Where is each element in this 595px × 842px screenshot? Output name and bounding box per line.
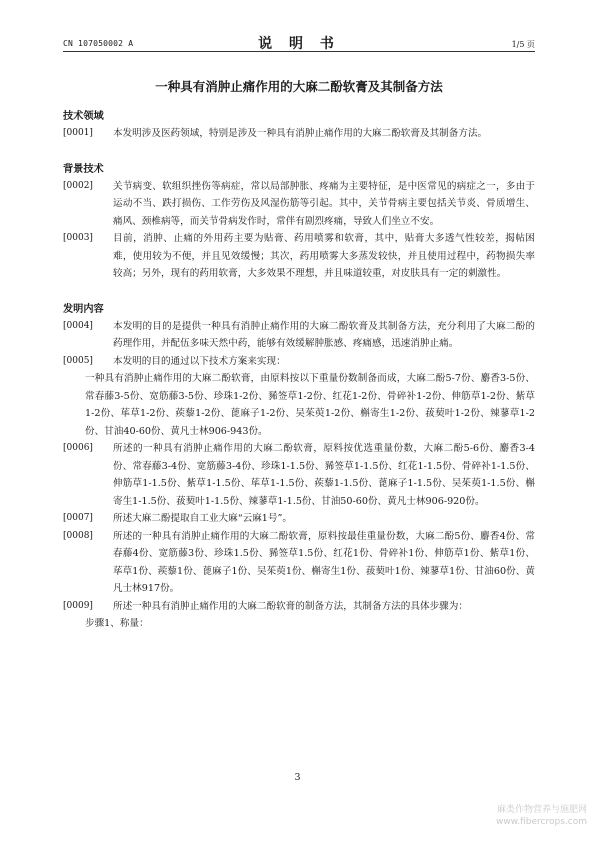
section-heading: 发明内容 bbox=[63, 303, 104, 315]
paragraph-continued bbox=[63, 615, 535, 633]
section-heading: 技术领域 bbox=[63, 111, 104, 122]
paragraph-number: [0009] bbox=[63, 600, 93, 611]
paragraph-number: [0008] bbox=[63, 530, 93, 541]
document-type: 说 明 书 bbox=[258, 36, 340, 52]
paragraph-number: [0001] bbox=[63, 128, 93, 138]
paragraph bbox=[63, 318, 535, 353]
paragraph-text: 所述的一种具有消肿止痛作用的大麻二酚软膏，原料按优选重量份数，大麻二酚5-6份、麝香3-4份、常春藤3-4份、宽筋藤3-4份、珍珠1-1.5份、豨签草1-1.5份、红花1-1.5份、骨碎补1-1.5份、伸筋草1-1.5份、紫草1-1.5份、荜草1-1.5份、蒺藜1-1.5份、蓖麻子1-1.5份、吴茱萸1-1.5份、槲寄生1-1.5份、菝葜叶1-1.5份、辣蓼草1-1.5份、甘油50-60份、黄凡士林906-920份。 bbox=[113, 443, 535, 507]
document-title: 一种具有消肿止痛作用的大麻二酚软膏及其制备方法 bbox=[155, 79, 443, 94]
paragraph-text: 一种具有消肿止痛作用的大麻二酚软膏，由原料按以下重量份数制备而成，大麻二酚5-7份、麝香3-5份、常春藤3-5份、宽筋藤3-5份、珍珠1-2份、豨签草1-2份、红花1-2份、骨碎补1-2份、伸筋草1-2份、紫草1-2份、荜草1-2份、蒺藜1-2份、蓖麻子1-2份、吴茱萸1-2份、槲寄生1-2份、菝葜叶1-2份、辣蓼草1-2份、甘油40-60份、黄凡士林906-943份。 bbox=[85, 373, 535, 437]
paragraph-text: 所述的一种具有消肿止痛作用的大麻二酚软膏，原料按最佳重量份数，大麻二酚5份、麝香4份、常春藤4份、宽筋藤3份、珍珠1.5份、豨签草1.5份、红花1份、骨碎补1份、伸筋草1份、紫草1份、荜草1份、蒺藜1份、蓖麻子1份、吴茱萸1份、槲寄生1份、菝葜叶1份、辣蓼草1份、甘油60份、黄凡士林917份。 bbox=[113, 530, 535, 594]
paragraph-text: 所述大麻二酚提取自工业大麻“云麻1号”。 bbox=[113, 513, 293, 524]
paragraph-continued bbox=[63, 370, 535, 440]
watermark-site-name: 麻类作物营养与施肥网 bbox=[496, 805, 587, 815]
paragraph-number: [0002] bbox=[63, 180, 93, 191]
paragraph bbox=[63, 440, 535, 510]
paragraph-number: [0006] bbox=[63, 443, 93, 453]
paragraph bbox=[63, 125, 535, 143]
watermark-url: www.fibercrops.com bbox=[496, 817, 587, 827]
paragraph-text: 所述一种具有消肿止痛作用的大麻二酚软膏的制备方法，其制备方法的具体步骤为： bbox=[113, 600, 468, 612]
paragraph bbox=[63, 510, 535, 528]
section-heading: 背景技术 bbox=[63, 163, 104, 175]
paragraph-number: [0004] bbox=[63, 320, 93, 331]
paragraph-text: 目前，消肿、止痛的外用药主要为贴膏、药用喷雾和软膏，其中，贴膏大多透气性较差，揭帖困难，使用较为不便，并且见效缓慢；其次，药用喷雾大多蒸发较快，并且使用过程中，药物损失率较高；另外，现有的药用软膏，大多效果不理想，并且味道较重，对皮肤具有一定的刺激性。 bbox=[113, 233, 535, 279]
paragraph-number: [0007] bbox=[63, 513, 93, 523]
paragraph bbox=[63, 353, 535, 371]
page-count: 1/5 页 bbox=[511, 40, 535, 49]
paragraph bbox=[63, 598, 535, 616]
paragraph-text: 关节病变、软组织挫伤等病症，常以局部肿胀、疼痛为主要特征，是中医常见的病症之一，多由于运动不当、跌打损伤、工作劳伤及风湿伤筋等引起。其中，关节骨病主要包括关节炎、骨质增生、痛风、颈椎病等，而关节骨病发作时，常伴有剧烈疼痛，导致人们坐立不安。 bbox=[113, 180, 535, 227]
paragraph bbox=[63, 528, 535, 598]
page-header bbox=[63, 33, 535, 52]
paragraph bbox=[63, 230, 535, 283]
page-number: 3 bbox=[294, 772, 301, 783]
paragraph-text: 本发明涉及医药领域，特别是涉及一种具有消肿止痛作用的大麻二酚软膏及其制备方法。 bbox=[113, 128, 488, 139]
paragraph-number: [0003] bbox=[63, 233, 93, 243]
paragraph-number: [0005] bbox=[63, 355, 93, 366]
document-body bbox=[63, 108, 535, 633]
paragraph-text: 本发明的目的是提供一种具有消肿止痛作用的大麻二酚软膏及其制备方法，充分利用了大麻二酚的药理作用，并配伍多味天然中药，能够有效缓解肿胀感、疼痛感，迅速消肿止痛。 bbox=[113, 320, 535, 349]
paragraph bbox=[63, 178, 535, 231]
paragraph-text: 步骤1、称量： bbox=[85, 618, 149, 629]
watermark bbox=[496, 804, 587, 828]
patent-number: CN 107050002 A bbox=[63, 39, 134, 48]
paragraph-text: 本发明的目的通过以下技术方案来实现： bbox=[113, 355, 286, 367]
